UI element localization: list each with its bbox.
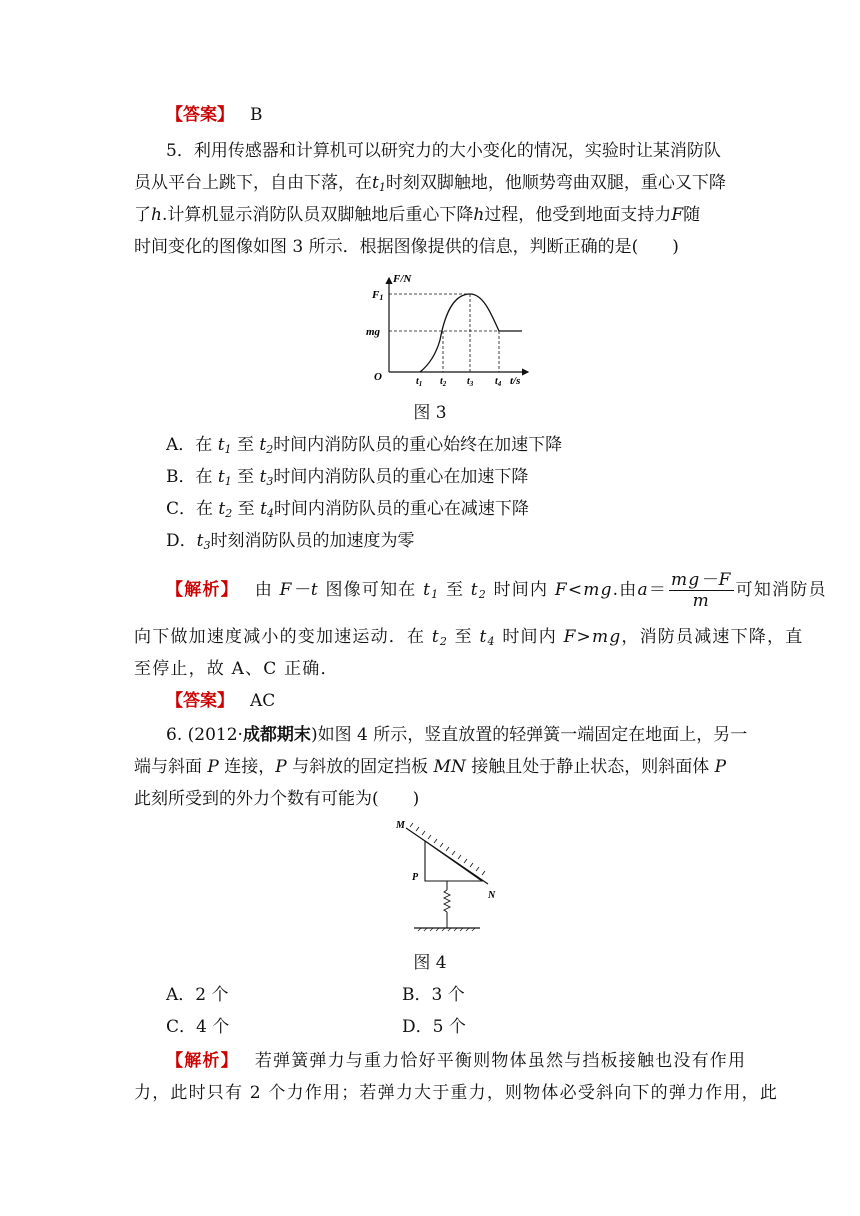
analysis-tag: 【解析】 — [166, 580, 239, 600]
figure-4-caption: 图 4 — [413, 953, 447, 973]
q6-option-c: C．4 个 — [166, 1017, 230, 1037]
analysis-text: 时间内 — [502, 627, 557, 647]
figure-3-graph — [360, 268, 540, 388]
tick-label-t4: $t_4$ — [495, 376, 502, 388]
label-m: M — [396, 820, 405, 831]
t-symbol: $t_4$ — [260, 499, 274, 520]
t4-symbol: $t_4$ — [479, 627, 496, 648]
analysis-text: 力，此时只有 2 个力作用；若弹力大于重力，则物体必受斜向下的弹力作用，此 — [134, 1083, 779, 1103]
t-symbol: $t_3$ — [259, 467, 274, 488]
q5-stem-text: .计算机显示消防队员双脚触地后重心下降 — [161, 205, 474, 225]
t2-symbol: $t_2$ — [470, 580, 487, 601]
q5-option-c — [166, 498, 529, 520]
x-axis-label: t/s — [510, 375, 521, 387]
q5-stem-text: 了 — [134, 205, 151, 225]
spring-coil — [444, 890, 450, 912]
analysis-text: 向下做加速度减小的变加速运动．在 — [134, 627, 426, 647]
analysis-text: 至 — [445, 580, 465, 600]
f-t-symbol: F－t — [279, 580, 319, 600]
figure-4-diagram — [392, 818, 502, 938]
q6-stem-text: 如图 4 所示，竖直放置的轻弹簧一端固定在地面上，另一 — [317, 725, 748, 745]
q5-stem-line-3 — [134, 204, 700, 226]
tick-label-t1: $t_1$ — [416, 376, 423, 388]
analysis-text: ，消防员减速下降，直 — [621, 627, 804, 647]
f1-label: F1 — [372, 289, 384, 302]
q6-number: 6. — [166, 725, 188, 745]
q5-stem-text: 过程，他受到地面支持力 — [484, 205, 672, 225]
q5-stem-text: 利用传感器和计算机可以研究力的大小变化的情况，实验时让某消防队 — [193, 141, 721, 161]
option-text: 至 — [237, 499, 255, 519]
t-symbol: $t_2$ — [218, 499, 233, 520]
inequality: F<mg — [554, 580, 613, 600]
q5-option-d — [166, 530, 414, 552]
analysis-text: 由 — [254, 580, 274, 600]
analysis-text: 至停止，故 A、C 正确． — [134, 659, 339, 679]
mn-symbol: MN — [433, 757, 466, 777]
q5-analysis-line-2 — [134, 626, 803, 648]
t1-symbol: $t_1$ — [423, 580, 440, 601]
t-symbol: $t_3$ — [196, 531, 211, 552]
answer-tag: 【答案】 — [166, 105, 234, 125]
option-letter: C． — [166, 499, 197, 519]
h-symbol: h — [151, 205, 162, 225]
t2-symbol: $t_2$ — [431, 627, 449, 648]
q6-source: (2012· — [187, 725, 243, 745]
tick-label-t3: $t_3$ — [467, 376, 474, 388]
analysis-tag: 【解析】 — [166, 1051, 239, 1071]
option-text: 时间内消防队员的重心始终在加速下降 — [273, 435, 563, 455]
force-curve — [420, 294, 522, 372]
q6-option-a: A．2 个 — [166, 985, 229, 1005]
option-text: 时刻消防队员的加速度为零 — [210, 531, 415, 551]
q5-stem-text: 员从平台上跳下，自由下落，在 — [134, 173, 372, 193]
q6-analysis-line-2 — [134, 1082, 778, 1104]
fraction-denominator: m — [692, 591, 710, 611]
t-symbol: $t_1$ — [217, 435, 232, 456]
option-text: 在 — [195, 435, 213, 455]
p-symbol: P — [275, 757, 287, 777]
q6-analysis-line-1 — [166, 1050, 746, 1072]
figure-3-caption: 图 3 — [413, 403, 447, 423]
origin-label: O — [374, 371, 382, 383]
t1-symbol: $t_1$ — [372, 173, 386, 194]
q6-stem-text: 端与斜面 — [134, 757, 202, 777]
analysis-text: 若弹簧弹力与重力恰好平衡则物体虽然与挡板接触也没有作用 — [254, 1051, 747, 1071]
option-letter: D． — [166, 531, 197, 551]
label-n: N — [488, 890, 496, 901]
answer-value: AC — [250, 691, 276, 711]
fraction-numerator: mg－F — [671, 570, 732, 590]
p-symbol: P — [207, 757, 219, 777]
q6-stem-line-1 — [166, 724, 747, 746]
analysis-text: 可知消防员 — [735, 580, 827, 600]
q5-option-a — [166, 434, 562, 456]
option-text: 时间内消防队员的重心在减速下降 — [273, 499, 529, 519]
q5-stem-text: 随 — [683, 205, 701, 225]
y-axis-label: F/N — [393, 273, 412, 285]
q6-stem-text: 与斜放的固定挡板 — [292, 757, 429, 777]
q5-analysis-line-3 — [134, 658, 339, 680]
q4-answer-line — [166, 104, 263, 126]
q5-stem-line-2 — [134, 172, 726, 194]
q5-stem-line-1 — [166, 140, 721, 162]
q6-stem-line-3 — [134, 788, 419, 810]
q6-stem-text: 此刻所受到的外力个数有可能为( ) — [134, 789, 420, 809]
q6-option-d: D．5 个 — [402, 1017, 466, 1037]
acceleration-fraction — [669, 570, 734, 611]
wedge-p — [425, 841, 482, 881]
option-letter: B． — [166, 467, 196, 487]
q6-stem-text: 连接， — [224, 757, 276, 777]
option-text: 时间内消防队员的重心在加速下降 — [273, 467, 529, 487]
analysis-text: 图像可知在 — [325, 580, 417, 600]
analysis-text: 时间内 — [493, 580, 549, 600]
option-letter: A． — [166, 435, 196, 455]
q5-number: 5． — [166, 141, 194, 161]
equals-sign: ＝ — [648, 580, 668, 600]
q6-stem-line-2 — [134, 756, 726, 778]
answer-value: B — [250, 105, 263, 125]
q5-stem-line-4 — [134, 236, 679, 258]
q5-option-b — [166, 466, 528, 488]
q5-analysis-line-1 — [166, 568, 827, 612]
q6-source: ) — [310, 725, 318, 745]
q5-answer-line — [166, 690, 275, 712]
p-symbol: P — [714, 757, 727, 777]
option-text: 至 — [236, 435, 254, 455]
q5-stem-text: 时刻双脚触地，他顺势弯曲双腿，重心又下降 — [385, 173, 726, 193]
mg-label: mg — [366, 326, 381, 338]
a-symbol: a — [637, 580, 649, 600]
option-text: 在 — [196, 499, 214, 519]
answer-tag: 【答案】 — [166, 691, 234, 711]
tick-label-t2: $t_2$ — [440, 376, 447, 388]
inequality: F>mg — [563, 627, 622, 647]
q6-option-b: B．3 个 — [402, 985, 465, 1005]
f-symbol: F — [671, 205, 684, 225]
t-symbol: $t_1$ — [217, 467, 232, 488]
analysis-text: .由 — [612, 580, 638, 600]
t-symbol: $t_2$ — [259, 435, 274, 456]
analysis-text: 至 — [454, 627, 473, 647]
label-p: P — [412, 872, 419, 883]
option-text: 在 — [195, 467, 213, 487]
q5-stem-text: 时间变化的图像如图 3 所示．根据图像提供的信息，判断正确的是( ) — [134, 237, 679, 257]
option-text: 至 — [237, 467, 255, 487]
h-symbol: h — [473, 205, 485, 225]
q6-stem-text: 接触且处于静止状态，则斜面体 — [471, 757, 710, 777]
q6-source-name: 成都期末 — [242, 725, 311, 745]
